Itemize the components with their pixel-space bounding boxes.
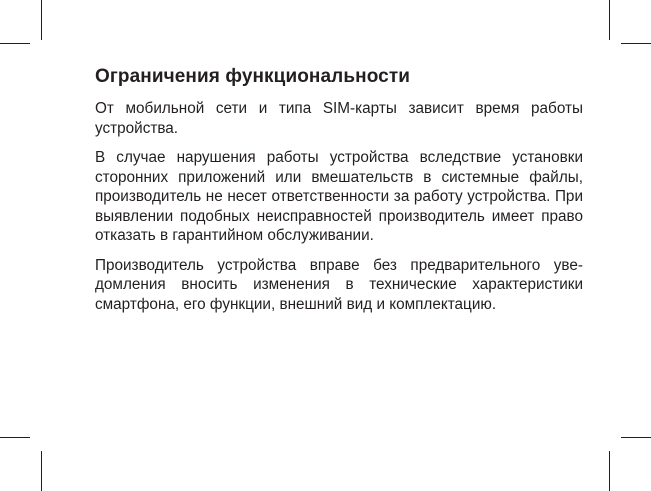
crop-mark-bottom-left-vertical xyxy=(41,451,42,491)
paragraph-sim-battery: От мобильной сети и типа SIM-карты зависит время работы устройства. xyxy=(95,100,583,137)
paragraph-warranty-disclaimer: В случае нарушения работы устройства вследствие установки сторонних приложений или вмешательств в системные файлы, производитель не несет ответственности за работу устройства. При выявлении подобных неисправностей производитель имеет право отказать в гарантийном обслуживании. xyxy=(95,149,583,244)
crop-mark-bottom-right-vertical xyxy=(609,451,610,491)
crop-mark-bottom-left-horizontal xyxy=(0,437,30,438)
crop-mark-top-left-vertical xyxy=(41,0,42,40)
crop-mark-top-right-horizontal xyxy=(621,43,651,44)
crop-mark-top-right-vertical xyxy=(609,0,610,40)
page-content xyxy=(95,66,583,324)
crop-mark-bottom-right-horizontal xyxy=(621,437,651,438)
page-title: Ограничения функциональности xyxy=(95,66,411,87)
paragraph-changes-notice: Производитель устройства вправе без предварительного уведомления вносить изменения в технические характеристики смартфона, его функции, внешний вид и комплектацию. xyxy=(95,256,583,313)
crop-mark-top-left-horizontal xyxy=(0,43,30,44)
